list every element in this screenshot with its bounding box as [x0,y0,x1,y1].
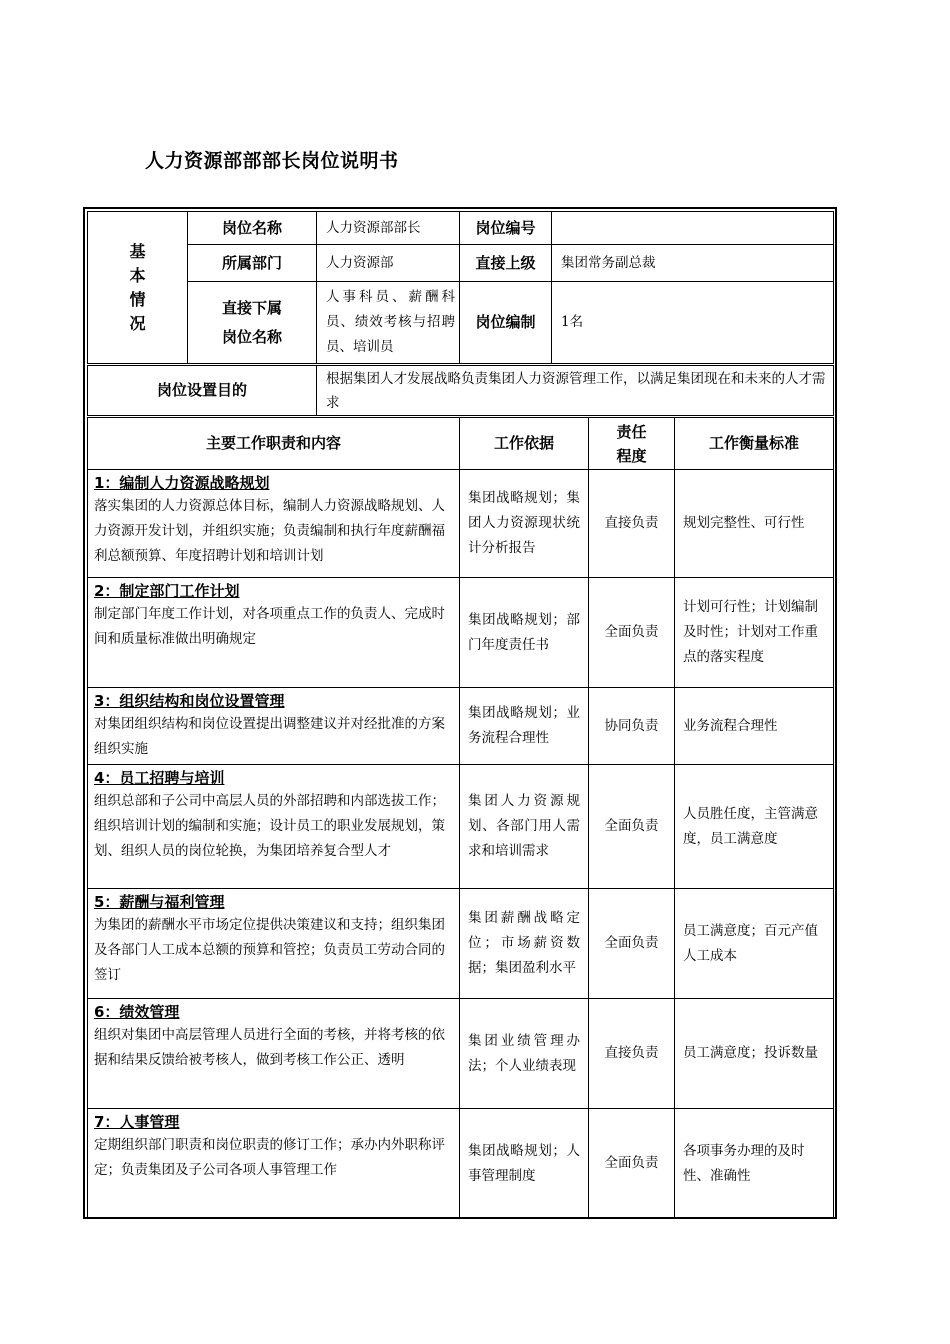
duties-standard-header: 工作衡量标准 [675,418,834,470]
duty-standard: 业务流程合理性 [675,688,834,765]
duty-basis: 集团业绩管理办法；个人业绩表现 [460,999,589,1109]
position-name-value: 人力资源部部长 [317,212,460,245]
department-label: 所属部门 [188,245,317,282]
duty-degree: 协同负责 [589,688,675,765]
duty-standard: 员工满意度；百元产值人工成本 [675,889,834,999]
duty-row [88,578,834,688]
duties-basis-header: 工作依据 [460,418,589,470]
duties-content-header: 主要工作职责和内容 [88,418,460,470]
duty-degree: 全面负责 [589,1109,675,1219]
superior-label: 直接上级 [460,245,552,282]
duty-title: 6：绩效管理 [94,1003,180,1021]
duty-standard: 人员胜任度，主管满意度，员工满意度 [675,765,834,889]
duty-basis: 集团战略规划；业务流程合理性 [460,688,589,765]
position-name-label: 岗位名称 [188,212,317,245]
purpose-label: 岗位设置目的 [88,366,317,416]
duty-basis: 集团薪酬战略定位；市场薪资数据；集团盈利水平 [460,889,589,999]
purpose-text: 根据集团人才发展战略负责集团人力资源管理工作，以满足集团现在和未来的人才需求 [317,366,834,416]
duty-row [88,999,834,1109]
duty-title: 4：员工招聘与培训 [94,769,225,787]
duty-body: 落实集团的人力资源总体目标，编制人力资源战略规划、人力资源开发计划，并组织实施；负责编制和执行年度薪酬福利总额预算、年度招聘计划和培训计划 [94,498,445,564]
basic-section-label: 基 本 情 况 [88,212,188,364]
duty-standard: 计划可行性；计划编制及时性；计划对工作重点的落实程度 [675,578,834,688]
duty-content [88,470,460,578]
duty-degree: 直接负责 [589,999,675,1109]
duty-title: 3：组织结构和岗位设置管理 [94,692,285,710]
position-code-label: 岗位编号 [460,212,552,245]
duty-body: 对集团组织结构和岗位设置提出调整建议并对经批准的方案组织实施 [94,716,445,757]
duty-basis: 集团战略规划；集团人力资源现状统计分析报告 [460,470,589,578]
page-title: 人力资源部部部长岗位说明书 [145,150,399,172]
duty-standard: 员工满意度；投诉数量 [675,999,834,1109]
duty-content [88,999,460,1109]
duty-degree: 直接负责 [589,470,675,578]
duty-title: 5：薪酬与福利管理 [94,893,225,911]
duty-body: 为集团的薪酬水平市场定位提供决策建议和支持；组织集团及各部门人工成本总额的预算和管控；负责员工劳动合同的签订 [94,917,445,983]
duty-row [88,889,834,999]
duty-basis: 集团战略规划；人事管理制度 [460,1109,589,1219]
subordinates-label: 直接下属 岗位名称 [188,282,317,364]
duty-body: 制定部门年度工作计划，对各项重点工作的负责人、完成时间和质量标准做出明确规定 [94,606,445,647]
duty-content [88,688,460,765]
position-code-value [552,212,834,245]
duties-table [87,417,834,1219]
duty-row [88,1109,834,1219]
duty-title: 2：制定部门工作计划 [94,582,240,600]
department-value: 人力资源部 [317,245,460,282]
duty-body: 组织总部和子公司中高层人员的外部招聘和内部选拔工作；组织培训计划的编制和实施；设计员工的职业发展规划，策划、组织人员的岗位轮换，为集团培养复合型人才 [94,793,445,859]
duty-standard: 规划完整性、可行性 [675,470,834,578]
duties-degree-header: 责任 程度 [589,418,675,470]
duty-content [88,578,460,688]
duty-row [88,765,834,889]
duty-standard: 各项事务办理的及时性、准确性 [675,1109,834,1219]
duty-row [88,688,834,765]
duty-degree: 全面负责 [589,889,675,999]
duty-content [88,889,460,999]
job-description-table [83,207,837,1219]
duty-title: 1：编制人力资源战略规划 [94,474,270,492]
headcount-value: 1名 [552,282,834,364]
duty-body: 组织对集团中高层管理人员进行全面的考核，并将考核的依据和结果反馈给被考核人，做到考核工作公正、透明 [94,1027,445,1068]
basic-info-table [87,211,834,364]
duty-content [88,1109,460,1219]
duty-basis: 集团战略规划；部门年度责任书 [460,578,589,688]
duty-row [88,470,834,578]
duty-degree: 全面负责 [589,765,675,889]
subordinates-value: 人事科员、薪酬科员、绩效考核与招聘员、培训员 [317,282,460,364]
duty-degree: 全面负责 [589,578,675,688]
superior-value: 集团常务副总裁 [552,245,834,282]
duty-content [88,765,460,889]
purpose-table [87,365,834,416]
duty-title: 7：人事管理 [94,1113,180,1131]
duty-basis: 集团人力资源规划、各部门用人需求和培训需求 [460,765,589,889]
headcount-label: 岗位编制 [460,282,552,364]
duty-body: 定期组织部门职责和岗位职责的修订工作；承办内外职称评定；负责集团及子公司各项人事管理工作 [94,1137,445,1178]
